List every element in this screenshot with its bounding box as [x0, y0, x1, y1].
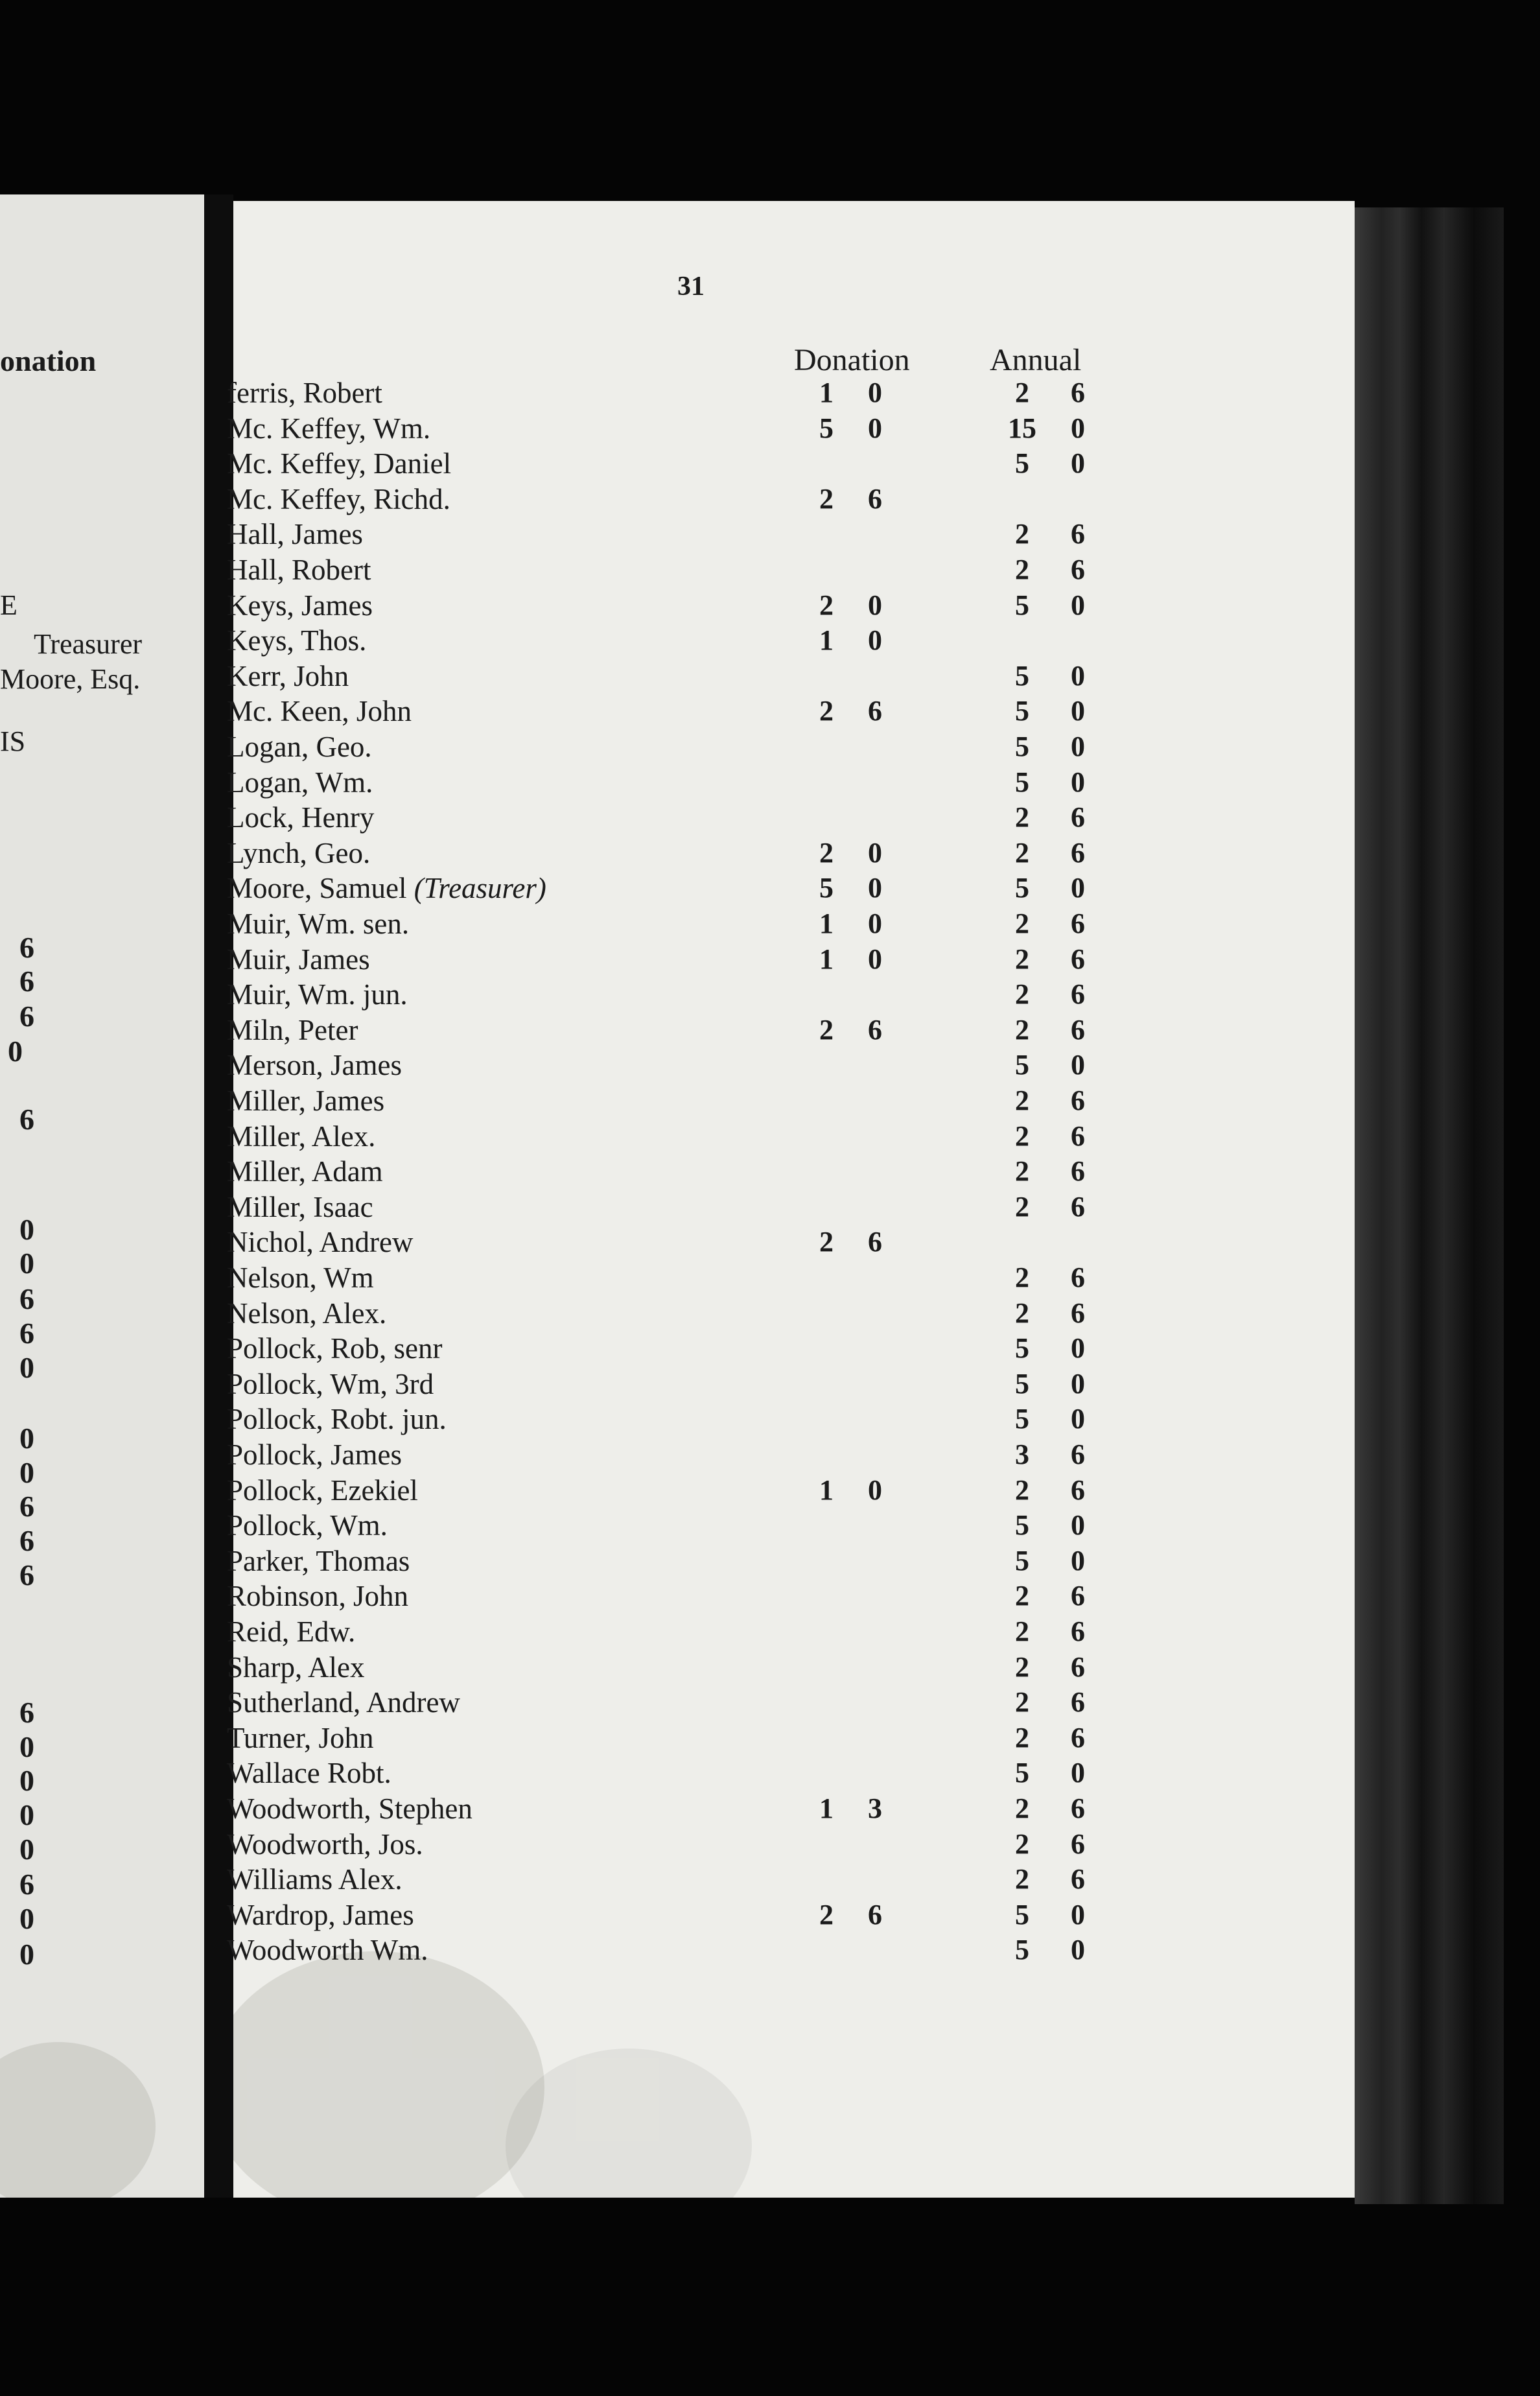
subscriber-name: [227, 1898, 414, 1932]
subscriber-row: [227, 943, 1147, 978]
annual-shillings: 2: [1015, 837, 1029, 869]
subscriber-name-text: Moore, Samuel: [227, 872, 407, 904]
annual-pence: 0: [1071, 1368, 1085, 1400]
donation-pence: 0: [868, 412, 882, 444]
left-page-shillings-value: 6: [19, 965, 34, 998]
subscriber-row: [227, 376, 1147, 411]
annual-pence: 6: [1071, 943, 1085, 975]
subscriber-name: [227, 978, 408, 1011]
subscriber-row: [227, 1509, 1147, 1544]
subscriber-name: [227, 1862, 402, 1896]
annual-pence: 6: [1071, 908, 1085, 939]
left-page-shillings-value: 0: [19, 1213, 34, 1246]
subscriber-name: [227, 801, 374, 834]
subscriber-row: [227, 412, 1147, 447]
annual-shillings: 5: [1015, 1049, 1029, 1081]
annual-shillings: 2: [1015, 978, 1029, 1010]
subscriber-row: [227, 1579, 1147, 1614]
annual-pence: 6: [1071, 1297, 1085, 1329]
subscriber-name-text: Nichol, Andrew: [227, 1226, 414, 1258]
subscriber-row: [227, 589, 1147, 624]
subscriber-name: [227, 517, 363, 551]
annual-pence: 0: [1071, 872, 1085, 904]
subscriber-name-text: Williams Alex.: [227, 1863, 402, 1896]
subscriber-row: [227, 1827, 1147, 1862]
subscriber-name-text: Miller, Isaac: [227, 1191, 373, 1223]
annual-shillings: 2: [1015, 1297, 1029, 1329]
donation-shillings: 1: [819, 908, 834, 939]
annual-shillings: 5: [1015, 660, 1029, 692]
annual-shillings: 2: [1015, 1792, 1029, 1824]
subscriber-name: [227, 1544, 410, 1578]
subscriber-name: [227, 871, 546, 905]
annual-shillings: 2: [1015, 1651, 1029, 1683]
left-page-shillings-value: 6: [19, 1868, 34, 1901]
book-page-edges: [1355, 207, 1504, 2204]
subscriber-name-text: Logan, Wm.: [227, 766, 373, 799]
annual-shillings: 3: [1015, 1439, 1029, 1470]
subscriber-name: [227, 1297, 386, 1330]
annual-shillings: 2: [1015, 1615, 1029, 1647]
annual-pence: 0: [1071, 1403, 1085, 1435]
annual-pence: 0: [1071, 1332, 1085, 1364]
subscriber-name-text: Mc. Keffey, Wm.: [227, 412, 431, 445]
donation-pence: 0: [868, 589, 882, 621]
donation-column-header: Donation: [794, 343, 910, 377]
donation-shillings: 2: [819, 695, 834, 727]
donation-pence: 6: [868, 1014, 882, 1046]
subscriber-name-text: Woodworth, Jos.: [227, 1828, 423, 1861]
subscriber-row: [227, 1438, 1147, 1473]
annual-pence: 0: [1071, 1545, 1085, 1577]
subscriber-name: [227, 1438, 402, 1472]
subscriber-name-text: Pollock, Robt. jun.: [227, 1403, 447, 1435]
annual-pence: 6: [1071, 978, 1085, 1010]
subscriber-name: [227, 1120, 375, 1153]
annual-pence: 6: [1071, 554, 1085, 585]
left-page: [0, 194, 204, 2198]
left-page-shillings-value: 0: [8, 1035, 23, 1068]
left-page-line: E: [0, 589, 18, 621]
subscriber-row: [227, 1933, 1147, 1968]
subscriber-row: [227, 766, 1147, 801]
subscriber-name: [227, 943, 370, 976]
subscriber-row: [227, 801, 1147, 836]
annual-shillings: 2: [1015, 1722, 1029, 1754]
subscriber-name-text: Lynch, Geo.: [227, 837, 371, 869]
annual-pence: 6: [1071, 1120, 1085, 1152]
annual-pence: 0: [1071, 1049, 1085, 1081]
annual-shillings: 15: [1008, 412, 1036, 444]
subscriber-name: [227, 1013, 358, 1047]
left-page-shillings-value: 0: [19, 1247, 34, 1280]
annual-pence: 0: [1071, 766, 1085, 798]
annual-pence: 6: [1071, 1863, 1085, 1895]
subscriber-name: [227, 659, 349, 693]
subscriber-name: [227, 694, 412, 728]
annual-shillings: 2: [1015, 801, 1029, 833]
subscriber-row: [227, 1297, 1147, 1332]
subscriber-row: [227, 553, 1147, 588]
donation-pence: 0: [868, 624, 882, 656]
subscriber-name-text: Merson, James: [227, 1049, 402, 1081]
subscriber-name-text: Muir, Wm. sen.: [227, 908, 410, 940]
subscriber-name-text: Miller, Adam: [227, 1155, 383, 1188]
subscriber-row: [227, 1792, 1147, 1827]
donation-pence: 0: [868, 872, 882, 904]
subscriber-name: [227, 1933, 428, 1967]
subscriber-name-text: Miln, Peter: [227, 1014, 358, 1046]
annual-pence: 6: [1071, 1722, 1085, 1754]
left-page-shillings-value: 6: [19, 1282, 34, 1315]
subscriber-row: [227, 1862, 1147, 1897]
subscriber-name-text: Hall, James: [227, 518, 363, 550]
donation-pence: 0: [868, 1474, 882, 1506]
annual-shillings: 5: [1015, 872, 1029, 904]
left-page-shillings-value: 0: [19, 1456, 34, 1489]
annual-shillings: 2: [1015, 518, 1029, 550]
annual-pence: 6: [1071, 1474, 1085, 1506]
subscriber-row: [227, 1650, 1147, 1685]
subscriber-name: [227, 1225, 413, 1259]
annual-shillings: 2: [1015, 1474, 1029, 1506]
left-page-shillings-value: 6: [19, 1524, 34, 1557]
annual-shillings: 5: [1015, 1545, 1029, 1577]
subscriber-row: [227, 1084, 1147, 1119]
left-page-shillings-value: 6: [19, 1103, 34, 1136]
subscriber-row: [227, 836, 1147, 871]
annual-pence: 0: [1071, 589, 1085, 621]
annual-shillings: 2: [1015, 554, 1029, 585]
subscriber-name-text: Muir, Wm. jun.: [227, 978, 408, 1011]
subscriber-row: [227, 907, 1147, 942]
annual-pence: 6: [1071, 1792, 1085, 1824]
subscriber-row: [227, 730, 1147, 765]
annual-shillings: 2: [1015, 1014, 1029, 1046]
subscriber-row: [227, 1474, 1147, 1509]
subscriber-name-text: Nelson, Wm: [227, 1262, 374, 1294]
annual-shillings: 2: [1015, 1155, 1029, 1187]
donation-pence: 6: [868, 483, 882, 515]
subscriber-row: [227, 1615, 1147, 1650]
subscriber-name: [227, 1261, 374, 1295]
subscriber-note: (Treasurer): [414, 872, 546, 904]
annual-pence: 6: [1071, 377, 1085, 408]
subscriber-name: [227, 1579, 408, 1613]
subscriber-name-text: Nelson, Alex.: [227, 1297, 387, 1330]
subscriber-row: [227, 1120, 1147, 1155]
subscriber-row: [227, 694, 1147, 729]
subscriber-row: [227, 482, 1147, 517]
annual-pence: 6: [1071, 837, 1085, 869]
left-page-shillings-value: 6: [19, 1558, 34, 1591]
donation-shillings: 2: [819, 1899, 834, 1931]
subscriber-row: [227, 1261, 1147, 1296]
subscriber-name-text: Kerr, John: [227, 660, 349, 692]
annual-shillings: 2: [1015, 1828, 1029, 1860]
left-page-shillings-value: 6: [19, 1490, 34, 1523]
subscriber-name-text: Parker, Thomas: [227, 1545, 410, 1577]
subscriber-name: [227, 589, 373, 622]
left-page-shillings-value: 0: [19, 1938, 34, 1971]
subscriber-name-text: Wardrop, James: [227, 1899, 414, 1931]
subscriber-name: [227, 1615, 355, 1649]
annual-shillings: 2: [1015, 1863, 1029, 1895]
subscriber-row: [227, 1685, 1147, 1721]
subscriber-name-text: Logan, Geo.: [227, 731, 372, 763]
left-page-shillings-value: 0: [19, 1730, 34, 1763]
annual-pence: 6: [1071, 1155, 1085, 1187]
annual-pence: 0: [1071, 447, 1085, 479]
annual-shillings: 5: [1015, 1332, 1029, 1364]
subscriber-name-text: Robinson, John: [227, 1580, 409, 1612]
subscriber-row: [227, 978, 1147, 1013]
left-page-shillings-value: 6: [19, 1696, 34, 1729]
annual-shillings: 5: [1015, 589, 1029, 621]
subscriber-name-text: Turner, John: [227, 1722, 374, 1754]
donation-shillings: 1: [819, 943, 834, 975]
annual-shillings: 5: [1015, 1403, 1029, 1435]
subscriber-name-text: Reid, Edw.: [227, 1615, 356, 1648]
subscriber-row: [227, 624, 1147, 659]
annual-pence: 0: [1071, 660, 1085, 692]
annual-pence: 6: [1071, 1439, 1085, 1470]
subscriber-name: [227, 1756, 391, 1790]
subscriber-name-text: Mc. Keffey, Richd.: [227, 483, 450, 515]
donation-shillings: 2: [819, 483, 834, 515]
left-page-line: Treasurer: [34, 628, 142, 660]
page-number: 31: [677, 272, 705, 301]
subscriber-name-text: Hall, Robert: [227, 554, 371, 586]
subscriber-name: [227, 376, 382, 410]
annual-pence: 0: [1071, 1934, 1085, 1966]
subscriber-row: [227, 1721, 1147, 1756]
donation-pence: 0: [868, 837, 882, 869]
left-page-shillings-value: 0: [19, 1764, 34, 1797]
annual-pence: 0: [1071, 695, 1085, 727]
annual-shillings: 5: [1015, 695, 1029, 727]
subscriber-name-text: Pollock, Wm, 3rd: [227, 1368, 434, 1400]
annual-shillings: 2: [1015, 1085, 1029, 1116]
donation-shillings: 5: [819, 872, 834, 904]
annual-shillings: 2: [1015, 1262, 1029, 1293]
subscriber-name: [227, 1190, 373, 1224]
annual-pence: 6: [1071, 1191, 1085, 1223]
subscriber-row: [227, 1013, 1147, 1048]
subscriber-row: [227, 1155, 1147, 1190]
left-page-shillings-value: 6: [19, 1000, 34, 1033]
subscriber-name: [227, 1048, 402, 1082]
annual-shillings: 5: [1015, 731, 1029, 762]
left-page-shillings-value: 0: [19, 1902, 34, 1935]
subscriber-row: [227, 1544, 1147, 1579]
subscriber-name: [227, 412, 430, 445]
annual-shillings: 5: [1015, 766, 1029, 798]
subscriber-name-text: Miller, James: [227, 1085, 385, 1117]
donation-shillings: 2: [819, 589, 834, 621]
donation-shillings: 2: [819, 1226, 834, 1258]
annual-pence: 0: [1071, 731, 1085, 762]
left-page-heading-fragment: onation: [0, 344, 97, 377]
subscriber-row: [227, 659, 1147, 694]
annual-pence: 0: [1071, 1757, 1085, 1789]
subscriber-name: [227, 730, 372, 764]
donation-pence: 6: [868, 1226, 882, 1258]
subscriber-name-text: Lock, Henry: [227, 801, 375, 834]
donation-shillings: 1: [819, 377, 834, 408]
annual-shillings: 2: [1015, 377, 1029, 408]
annual-pence: 6: [1071, 1828, 1085, 1860]
annual-shillings: 2: [1015, 943, 1029, 975]
subscriber-name-text: Keys, James: [227, 589, 373, 622]
left-page-shillings-value: 0: [19, 1833, 34, 1866]
left-page-shillings-value: 0: [19, 1422, 34, 1455]
subscriber-name-text: Pollock, James: [227, 1439, 402, 1471]
annual-shillings: 2: [1015, 1580, 1029, 1612]
subscriber-name: [227, 836, 370, 870]
subscriber-name: [227, 1332, 443, 1365]
annual-pence: 6: [1071, 1615, 1085, 1647]
subscriber-name: [227, 553, 371, 587]
subscriber-name: [227, 624, 366, 657]
subscriber-name: [227, 1367, 434, 1401]
subscriber-row: [227, 517, 1147, 552]
annual-shillings: 2: [1015, 908, 1029, 939]
water-stain: [233, 1951, 544, 2198]
donation-shillings: 1: [819, 1474, 834, 1506]
subscriber-row: [227, 1756, 1147, 1791]
left-page-line: Moore, Esq.: [0, 663, 141, 695]
subscriber-row: [227, 1898, 1147, 1933]
donation-shillings: 2: [819, 837, 834, 869]
subscriber-row: [227, 1225, 1147, 1260]
annual-shillings: 5: [1015, 447, 1029, 479]
subscriber-name-text: Muir, James: [227, 943, 370, 976]
left-page-shillings-value: 6: [19, 931, 34, 964]
annual-pence: 6: [1071, 518, 1085, 550]
annual-pence: 0: [1071, 1509, 1085, 1541]
subscriber-name-text: Mc. Keen, John: [227, 695, 412, 727]
annual-pence: 0: [1071, 1899, 1085, 1931]
subscriber-name: [227, 907, 409, 941]
subscriber-name-text: Wallace Robt.: [227, 1757, 391, 1789]
subscriber-name: [227, 1685, 460, 1719]
subscriber-name-text: Pollock, Wm.: [227, 1509, 388, 1542]
annual-shillings: 5: [1015, 1899, 1029, 1931]
subscriber-name: [227, 1650, 364, 1684]
subscriber-name: [227, 766, 373, 799]
donation-pence: 0: [868, 943, 882, 975]
donation-shillings: 5: [819, 412, 834, 444]
subscriber-name: [227, 1155, 383, 1188]
subscriber-name: [227, 1721, 374, 1755]
annual-pence: 0: [1071, 412, 1085, 444]
annual-pence: 6: [1071, 1651, 1085, 1683]
donation-shillings: 1: [819, 1792, 834, 1824]
subscriber-name-text: Woodworth Wm.: [227, 1934, 428, 1966]
annual-shillings: 2: [1015, 1686, 1029, 1718]
annual-pence: 6: [1071, 1262, 1085, 1293]
annual-shillings: 2: [1015, 1120, 1029, 1152]
donation-pence: 0: [868, 377, 882, 408]
subscriber-name-text: Pollock, Rob, senr: [227, 1332, 443, 1365]
subscriber-name: [227, 1402, 447, 1436]
annual-pence: 6: [1071, 1686, 1085, 1718]
subscriber-name: [227, 447, 451, 480]
left-page-shillings-value: 0: [19, 1798, 34, 1831]
subscriber-row: [227, 871, 1147, 906]
subscriber-row: [227, 1402, 1147, 1437]
subscriber-name: [227, 1827, 423, 1861]
subscriber-name: [227, 1474, 418, 1507]
subscriber-name-text: Sutherland, Andrew: [227, 1686, 460, 1719]
subscriber-row: [227, 1367, 1147, 1402]
donation-pence: 3: [868, 1792, 882, 1824]
subscriber-name-text: Keys, Thos.: [227, 624, 367, 657]
left-page-shillings-value: 6: [19, 1317, 34, 1350]
subscriber-name: [227, 1509, 388, 1542]
subscriber-name-text: ferris, Robert: [227, 377, 382, 409]
annual-shillings: 5: [1015, 1934, 1029, 1966]
donation-pence: 6: [868, 1899, 882, 1931]
subscriber-row: [227, 447, 1147, 482]
subscriber-name-text: Pollock, Ezekiel: [227, 1474, 418, 1507]
water-stain: [0, 2042, 156, 2198]
annual-pence: 6: [1071, 1580, 1085, 1612]
subscriber-row: [227, 1048, 1147, 1083]
subscriber-name: [227, 1792, 472, 1826]
annual-shillings: 5: [1015, 1368, 1029, 1400]
annual-shillings: 5: [1015, 1509, 1029, 1541]
subscriber-name-text: Sharp, Alex: [227, 1651, 365, 1684]
subscriber-row: [227, 1332, 1147, 1367]
left-page-line: IS: [0, 725, 26, 757]
donation-pence: 0: [868, 908, 882, 939]
donation-shillings: 1: [819, 624, 834, 656]
annual-pence: 6: [1071, 1085, 1085, 1116]
annual-column-header: Annual: [990, 343, 1082, 377]
annual-pence: 6: [1071, 1014, 1085, 1046]
annual-pence: 6: [1071, 801, 1085, 833]
subscriber-name-text: Miller, Alex.: [227, 1120, 376, 1153]
subscriber-name-text: Mc. Keffey, Daniel: [227, 447, 452, 480]
donation-pence: 6: [868, 695, 882, 727]
subscriber-name: [227, 482, 450, 516]
donation-shillings: 2: [819, 1014, 834, 1046]
subscriber-name: [227, 1084, 384, 1118]
subscriber-row: [227, 1190, 1147, 1225]
annual-shillings: 5: [1015, 1757, 1029, 1789]
left-page-shillings-value: 0: [19, 1351, 34, 1384]
annual-shillings: 2: [1015, 1191, 1029, 1223]
subscriber-name-text: Woodworth, Stephen: [227, 1792, 472, 1825]
